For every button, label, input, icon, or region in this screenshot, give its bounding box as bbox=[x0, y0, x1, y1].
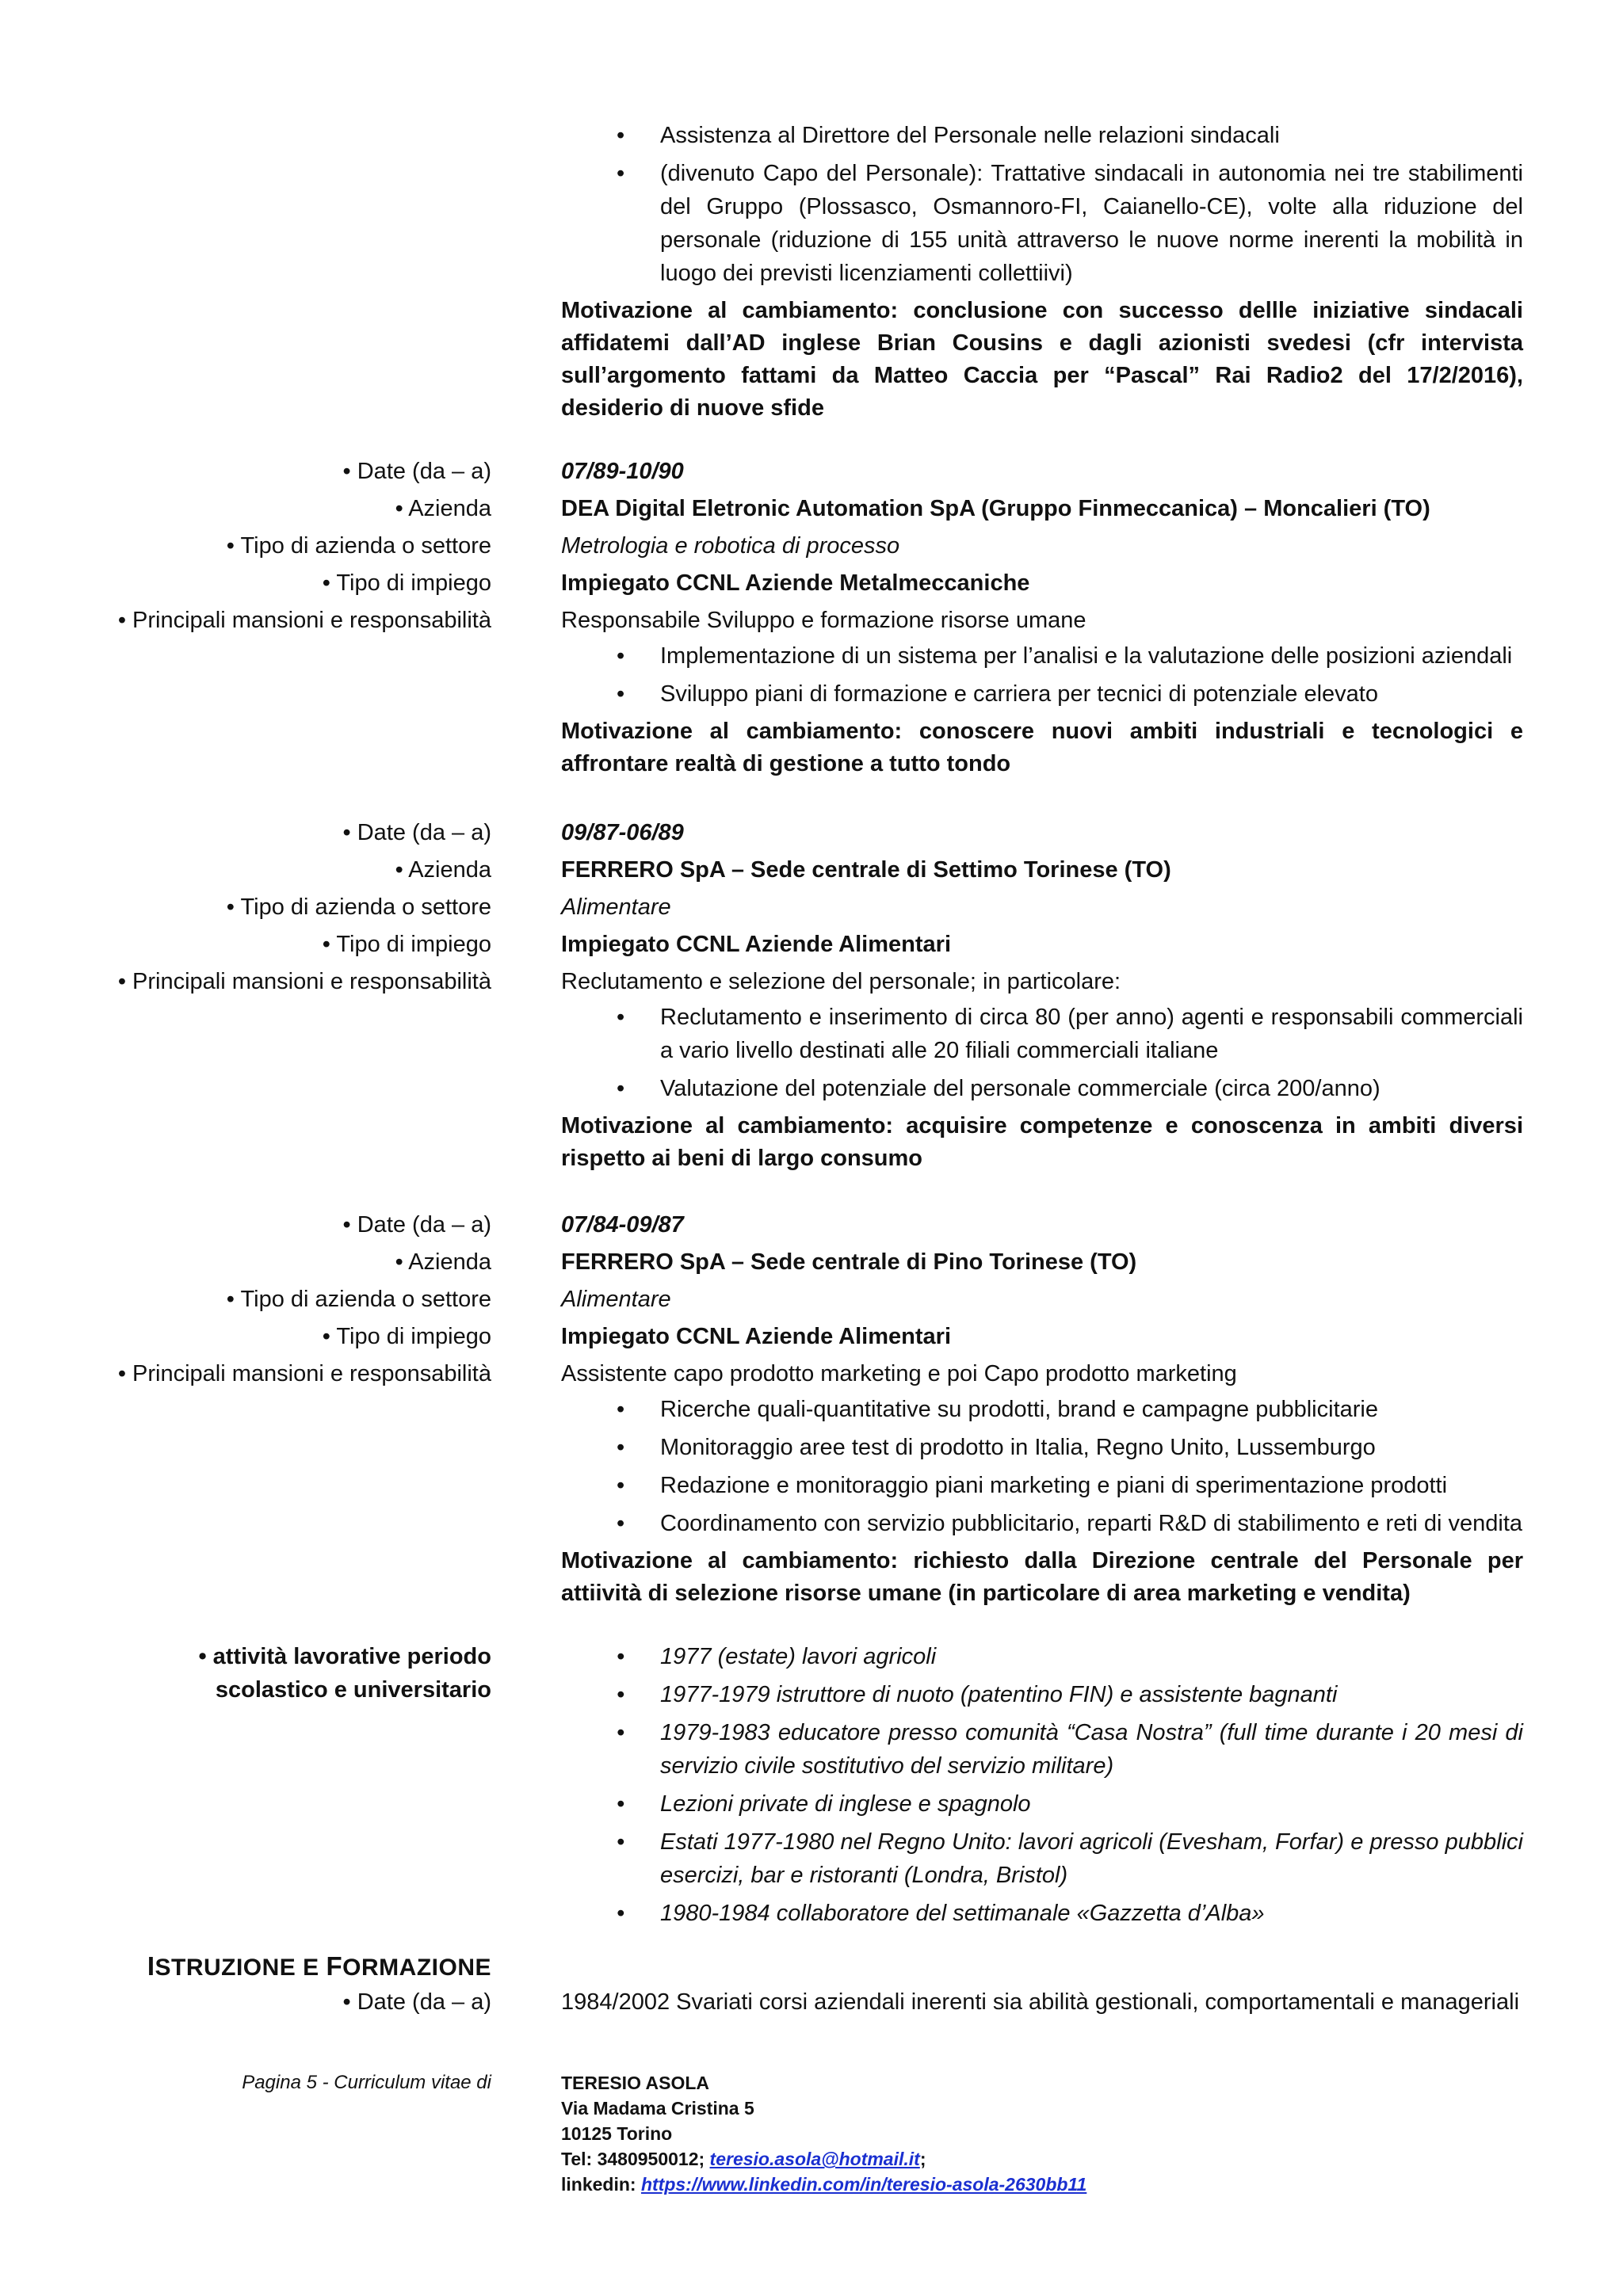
school-work-labels bbox=[0, 1640, 491, 1707]
duties-label: • Principali mansioni e responsabilità bbox=[117, 969, 491, 994]
list-item: • Lezioni private di inglese e spagnolo bbox=[561, 1787, 1523, 1821]
motivation-text: Motivazione al cambiamento: conclusione con successo dellle iniziative sindacali affidatemi dall’AD inglese Brian Cousins e dagli azionisti svedesi (cfr intervista sull’argomento fattami da Matteo Caccia per “Pascal” Rai Radio2 del 17/2/2016), desiderio di nuove sfide bbox=[561, 298, 1523, 421]
list-item: • 1977-1979 istruttore di nuoto (patentino FIN) e assistente bagnanti bbox=[561, 1678, 1523, 1711]
job-role: Reclutamento e selezione del personale; in particolare: bbox=[561, 969, 1121, 994]
list-item: • (divenuto Capo del Personale): Trattative sindacali in autonomia nei tre stabilimenti del Gruppo (Plossasco, Osmannoro-FI, Caianello-CE), volte alla riduzione del personale (riduzione di 155 unità attraverso le nuove norme inerenti la mobilità in luogo dei previsti licenziamenti collettiivi) bbox=[561, 157, 1523, 290]
job-company: DEA Digital Eletronic Automation SpA (Gruppo Finmeccanica) – Moncalieri (TO) bbox=[561, 496, 1430, 521]
bullet-icon: • bbox=[617, 1644, 625, 1669]
date-label: • Date (da – a) bbox=[342, 1989, 491, 2015]
linkedin-link[interactable]: https://www.linkedin.com/in/teresio-asola-2630bb11 bbox=[640, 2174, 1087, 2195]
job-role: Responsabile Sviluppo e formazione risorse umane bbox=[561, 608, 1086, 633]
job-sector: Metrologia e robotica di processo bbox=[561, 533, 900, 559]
list-item: • Assistenza al Direttore del Personale nelle relazioni sindacali bbox=[561, 119, 1523, 152]
job-employment: Impiegato CCNL Aziende Metalmeccaniche bbox=[561, 570, 1030, 596]
school-work-label-line2: scolastico e universitario bbox=[215, 1677, 491, 1703]
duties-label: • Principali mansioni e responsabilità bbox=[117, 608, 491, 633]
company-label: • Azienda bbox=[395, 496, 491, 521]
job-employment: Impiegato CCNL Aziende Alimentari bbox=[561, 932, 951, 957]
list-item: • 1977 (estate) lavori agricoli bbox=[561, 1640, 1523, 1673]
bullet-icon: • bbox=[617, 1511, 625, 1536]
bullet-icon: • bbox=[617, 681, 625, 707]
job-employment: Impiegato CCNL Aziende Alimentari bbox=[561, 1324, 951, 1349]
list-item: • Ricerche quali-quantitative su prodotti, brand e campagne pubblicitarie bbox=[561, 1393, 1523, 1426]
bullet-icon: • bbox=[617, 1720, 625, 1745]
employment-label: • Tipo di impiego bbox=[322, 1324, 491, 1349]
list-item: • Estati 1977-1980 nel Regno Unito: lavori agricoli (Evesham, Forfar) e presso pubblici esercizi, bar e ristoranti (Londra, Bristol) bbox=[561, 1825, 1523, 1892]
list-item: • Reclutamento e inserimento di circa 80 (per anno) agenti e responsabili commerciali a vario livello destinati alle 20 filiali commerciali italiane bbox=[561, 1001, 1523, 1067]
job-entry bbox=[561, 1207, 1523, 1610]
bullet-icon: • bbox=[617, 123, 625, 148]
footer-page-label: Pagina 5 - Curriculum vitae di bbox=[242, 2072, 491, 2093]
job-entry bbox=[561, 453, 1523, 780]
sector-label: • Tipo di azienda o settore bbox=[226, 533, 491, 559]
bullet-icon: • bbox=[617, 1076, 625, 1101]
company-label: • Azienda bbox=[395, 1249, 491, 1275]
bullet-icon: • bbox=[617, 1829, 625, 1855]
motivation-text: Motivazione al cambiamento: acquisire competenze e conoscenza in ambiti diversi rispetto ai beni di largo consumo bbox=[561, 1113, 1523, 1171]
job-sector: Alimentare bbox=[561, 894, 671, 920]
job-company: FERRERO SpA – Sede centrale di Pino Torinese (TO) bbox=[561, 1249, 1137, 1275]
job-labels bbox=[0, 1207, 491, 1393]
footer-name: TERESIO ASOLA bbox=[561, 2073, 709, 2093]
school-work-label-line1: • attività lavorative periodo bbox=[198, 1644, 491, 1669]
date-label: • Date (da – a) bbox=[342, 820, 491, 845]
job-date: 07/89-10/90 bbox=[561, 459, 684, 484]
footer-linkedin-line: linkedin: https://www.linkedin.com/in/teresio-asola-2630bb11 bbox=[561, 2174, 1087, 2195]
employment-label: • Tipo di impiego bbox=[322, 570, 491, 596]
job-company: FERRERO SpA – Sede centrale di Settimo Torinese (TO) bbox=[561, 857, 1171, 883]
section-title-education: ISTRUZIONE E FORMAZIONE bbox=[147, 1951, 491, 1981]
company-label: • Azienda bbox=[395, 857, 491, 883]
bullet-icon: • bbox=[617, 1682, 625, 1707]
motivation-text: Motivazione al cambiamento: conoscere nuovi ambiti industriali e tecnologici e affrontare realtà di gestione a tutto tondo bbox=[561, 719, 1523, 776]
email-link[interactable]: teresio.asola@hotmail.it bbox=[709, 2149, 920, 2169]
bullet-icon: • bbox=[617, 1435, 625, 1460]
list-item: • Redazione e monitoraggio piani marketing e piani di sperimentazione prodotti bbox=[561, 1469, 1523, 1502]
sector-label: • Tipo di azienda o settore bbox=[226, 894, 491, 920]
education-entry bbox=[561, 1984, 1523, 2021]
job-labels bbox=[0, 453, 491, 639]
job-date: 09/87-06/89 bbox=[561, 820, 684, 845]
education-labels bbox=[0, 1949, 491, 2021]
education-first-line: 1984/2002 Svariati corsi aziendali inerenti sia abilità gestionali, comportamentali e manageriali bbox=[561, 1989, 1520, 2015]
sector-label: • Tipo di azienda o settore bbox=[226, 1287, 491, 1312]
bullet-icon: • bbox=[617, 1791, 625, 1817]
duties-label: • Principali mansioni e responsabilità bbox=[117, 1361, 491, 1386]
job-date: 07/84-09/87 bbox=[561, 1212, 684, 1238]
employment-label: • Tipo di impiego bbox=[322, 932, 491, 957]
list-item: • Valutazione del potenziale del personale commerciale (circa 200/anno) bbox=[561, 1072, 1523, 1105]
list-item: • Monitoraggio aree test di prodotto in Italia, Regno Unito, Lussemburgo bbox=[561, 1431, 1523, 1464]
school-work-list bbox=[561, 1640, 1523, 1935]
list-item: • Coordinamento con servizio pubblicitario, reparti R&D di stabilimento e reti di vendita bbox=[561, 1507, 1523, 1540]
footer-tel-line: Tel: 3480950012; teresio.asola@hotmail.it; bbox=[561, 2149, 926, 2169]
date-label: • Date (da – a) bbox=[342, 459, 491, 484]
footer-contact bbox=[561, 2070, 1086, 2197]
job-sector: Alimentare bbox=[561, 1287, 671, 1312]
bullet-icon: • bbox=[617, 161, 625, 186]
list-item: • Implementazione di un sistema per l’analisi e la valutazione delle posizioni aziendali bbox=[561, 639, 1523, 673]
list-item: • Sviluppo piani di formazione e carriera per tecnici di potenziale elevato bbox=[561, 677, 1523, 711]
continued-section bbox=[561, 119, 1523, 425]
bullet-icon: • bbox=[617, 1473, 625, 1498]
footer-street: Via Madama Cristina 5 bbox=[561, 2098, 754, 2119]
job-entry bbox=[561, 814, 1523, 1175]
list-item: • 1980-1984 collaboratore del settimanale «Gazzetta d’Alba» bbox=[561, 1897, 1523, 1930]
job-role: Assistente capo prodotto marketing e poi Capo prodotto marketing bbox=[561, 1361, 1237, 1386]
bullet-icon: • bbox=[617, 1005, 625, 1030]
list-item: • 1979-1983 educatore presso comunità “Casa Nostra” (full time durante i 20 mesi di servizio civile sostitutivo del servizio militare) bbox=[561, 1716, 1523, 1783]
bullet-icon: • bbox=[617, 1397, 625, 1422]
date-label: • Date (da – a) bbox=[342, 1212, 491, 1238]
bullet-icon: • bbox=[617, 1901, 625, 1926]
job-labels bbox=[0, 814, 491, 1001]
footer-city: 10125 Torino bbox=[561, 2123, 673, 2144]
bullet-icon: • bbox=[617, 643, 625, 669]
motivation-text: Motivazione al cambiamento: richiesto dalla Direzione centrale del Personale per attiività di selezione risorse umane (in particolare di area marketing e vendita) bbox=[561, 1548, 1523, 1606]
